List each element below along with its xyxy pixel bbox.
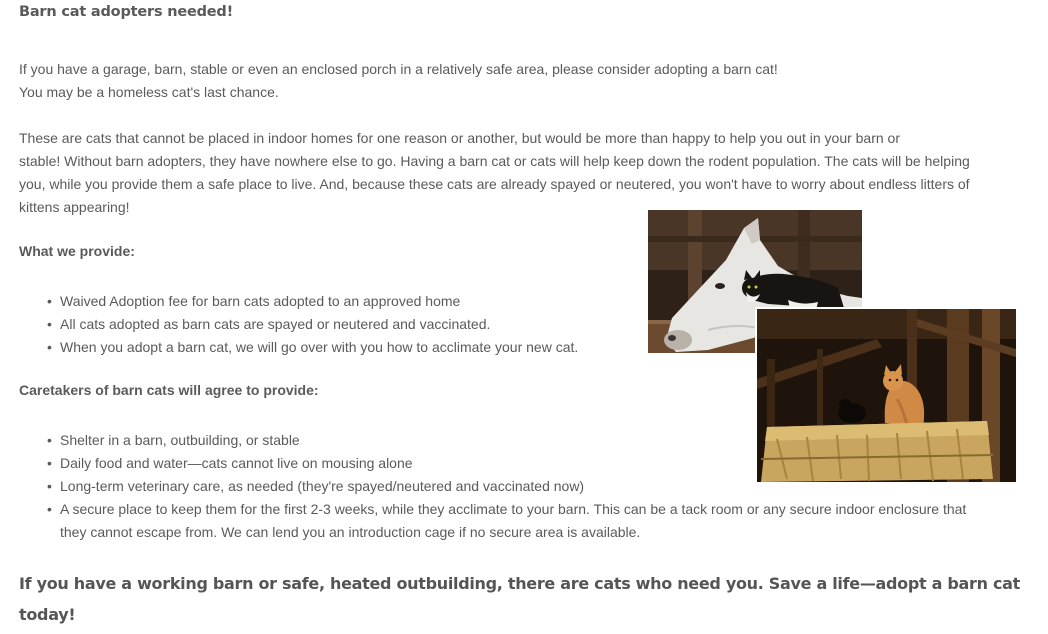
bullet-icon: • <box>47 339 52 355</box>
closing-callout <box>19 568 1019 630</box>
provide-heading: What we provide: <box>19 243 135 259</box>
description-paragraph <box>19 127 1019 219</box>
list-item-text: Waived Adoption fee for barn cats adopted to an approved home <box>60 293 461 309</box>
bullet-icon: • <box>47 455 52 471</box>
intro-paragraph <box>19 58 1019 104</box>
description-line: kittens appearing! <box>19 199 130 215</box>
bullet-icon: • <box>47 432 52 448</box>
description-line: stable! Without barn adopters, they have nowhere else to go. Having a barn cat or cats will help keep down the rodent population. The cats will be helping <box>19 153 970 169</box>
list-item-text: All cats adopted as barn cats are spayed or neutered and vaccinated. <box>60 316 491 332</box>
intro-line: If you have a garage, barn, stable or even an enclosed porch in a relatively safe area, please consider adopting a barn cat! <box>19 61 778 77</box>
list-item-text: Long-term veterinary care, as needed (they're spayed/neutered and vaccinated now) <box>60 478 585 494</box>
closing-line: today! <box>19 605 76 624</box>
list-item-text: they cannot escape from. We can lend you an introduction cage if no secure area is available. <box>60 524 641 540</box>
description-line: you, while you provide them a safe place to live. And, because these cats are already spayed or neutered, you won't have to worry about endless litters of <box>19 176 970 192</box>
closing-line: If you have a working barn or safe, heated outbuilding, there are cats who need you. Save a life—adopt a barn cat <box>19 574 1021 593</box>
bullet-icon: • <box>47 478 52 494</box>
list-item <box>19 498 1019 544</box>
description-line: These are cats that cannot be placed in indoor homes for one reason or another, but would be more than happy to help you out in your barn or <box>19 130 901 146</box>
intro-line: You may be a homeless cat's last chance. <box>19 84 279 100</box>
list-item-text: Shelter in a barn, outbuilding, or stable <box>60 432 300 448</box>
bullet-icon: • <box>47 293 52 309</box>
caretakers-heading: Caretakers of barn cats will agree to provide: <box>19 382 319 398</box>
bullet-icon: • <box>47 316 52 332</box>
list-item-text: Daily food and water—cats cannot live on mousing alone <box>60 455 413 471</box>
cat-on-hay-bale-photo <box>755 307 1016 482</box>
list-item-text: A secure place to keep them for the first 2-3 weeks, while they acclimate to your barn. This can be a tack room or any secure indoor enclosure that <box>60 501 967 517</box>
list-item-text: When you adopt a barn cat, we will go over with you how to acclimate your new cat. <box>60 339 579 355</box>
page-title: Barn cat adopters needed! <box>19 4 234 20</box>
bullet-icon: • <box>47 501 52 517</box>
